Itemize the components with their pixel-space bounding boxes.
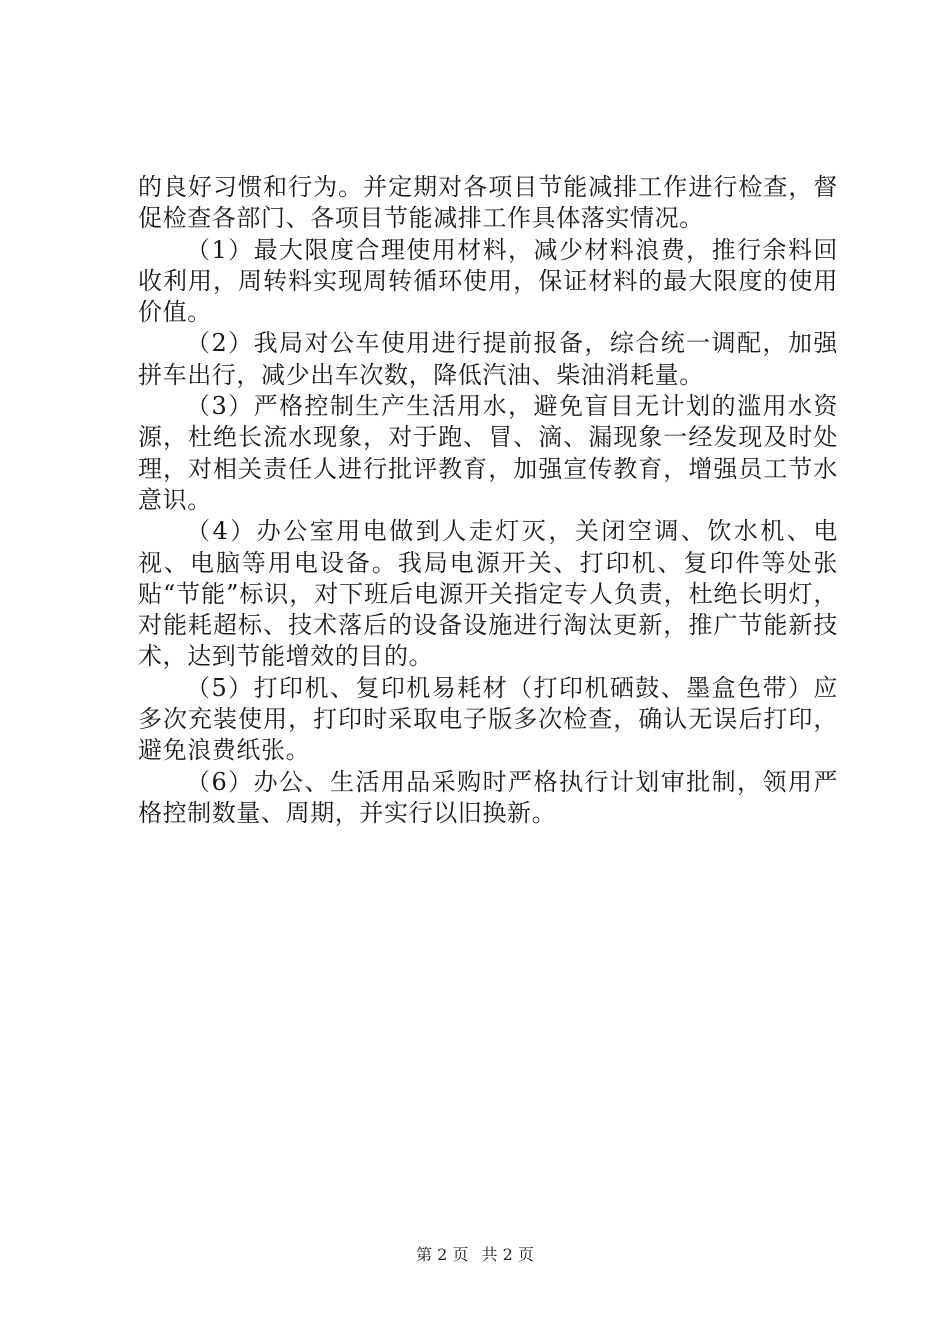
paragraph-item-5: （5）打印机、复印机易耗材（打印机硒鼓、墨盒色带）应多次充装使用，打印时采取电子版多次检查，确认无误后打印，避免浪费纸张。 (138, 673, 838, 765)
paragraph-item-1: （1）最大限度合理使用材料，减少材料浪费，推行余料回收利用，周转料实现周转循环使用，保证材料的最大限度的使用价值。 (138, 235, 838, 327)
paragraph-item-2: （2）我局对公车使用进行提前报备，综合统一调配，加强拼车出行，减少出车次数，降低汽油、柴油消耗量。 (138, 329, 838, 389)
paragraph-continuation: 的良好习惯和行为。并定期对各项目节能减排工作进行检查，督促检查各部门、各项目节能减排工作具体落实情况。 (138, 173, 838, 233)
paragraph-item-4: （4）办公室用电做到人走灯灭，关闭空调、饮水机、电视、电脑等用电设备。我局电源开关、打印机、复印件等处张贴“节能”标识，对下班后电源开关指定专人负责，杜绝长明灯，对能耗超标、技术落后的设备设施进行淘汰更新，推广节能新技术，达到节能增效的目的。 (138, 517, 838, 671)
page-total: 共 2 页 (481, 1245, 534, 1264)
paragraph-item-6: （6）办公、生活用品采购时严格执行计划审批制，领用严格控制数量、周期，并实行以旧换新。 (138, 767, 838, 827)
document-body (138, 172, 838, 829)
page-number: 第 2 页 (416, 1245, 469, 1264)
page-footer (0, 1242, 950, 1265)
paragraph-item-3: （3）严格控制生产生活用水，避免盲目无计划的滥用水资源，杜绝长流水现象，对于跑、冒、滴、漏现象一经发现及时处理，对相关责任人进行批评教育，加强宣传教育，增强员工节水意识。 (138, 392, 838, 514)
